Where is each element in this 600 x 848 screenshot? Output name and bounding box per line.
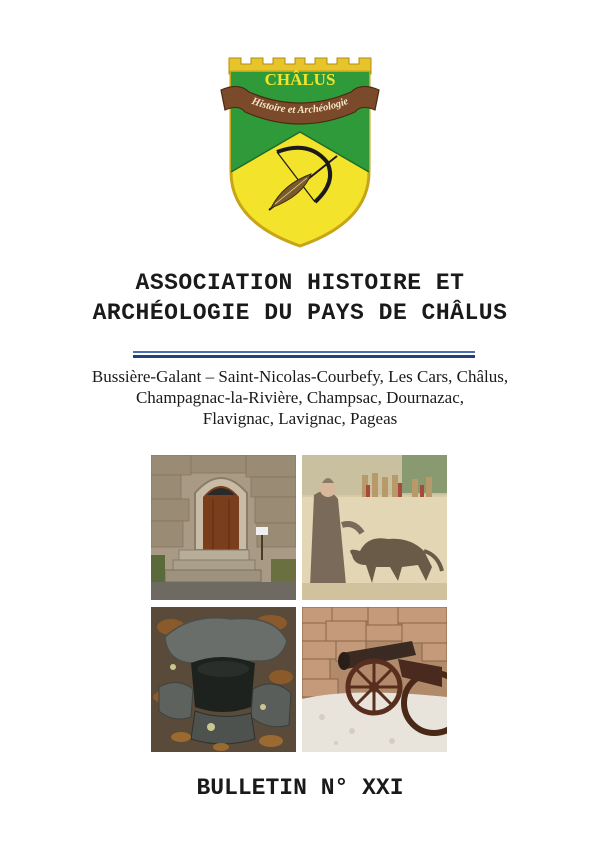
- crest-name: CHÂLUS: [264, 70, 336, 89]
- title-line-2: ARCHÉOLOGIE DU PAYS DE CHÂLUS: [92, 300, 508, 326]
- association-title: [0, 268, 600, 328]
- divider-line-top: [133, 351, 475, 353]
- photo-grid: [151, 455, 447, 752]
- communes-line-3: Flavignac, Lavignac, Pageas: [202, 409, 398, 428]
- communes-line-1: Bussière-Galant – Saint-Nicolas-Courbefy, Les Cars, Châlus,: [91, 367, 509, 386]
- saint-and-wolf-painting-photo: [302, 455, 447, 600]
- stone-well-photo: [151, 607, 296, 752]
- cannon-photo: [302, 607, 447, 752]
- communes-list: [0, 366, 600, 429]
- divider-line-bottom: [133, 355, 475, 358]
- chalus-crest-logo: [219, 52, 381, 248]
- church-door-photo: [151, 455, 296, 600]
- crest-motto: Histoire et Archéologie: [250, 95, 350, 117]
- communes-line-2: Champagnac-la-Rivière, Champsac, Dournazac,: [135, 388, 465, 407]
- title-line-1: ASSOCIATION HISTOIRE ET: [135, 270, 465, 296]
- bulletin-number: BULLETIN N° XXI: [196, 775, 404, 801]
